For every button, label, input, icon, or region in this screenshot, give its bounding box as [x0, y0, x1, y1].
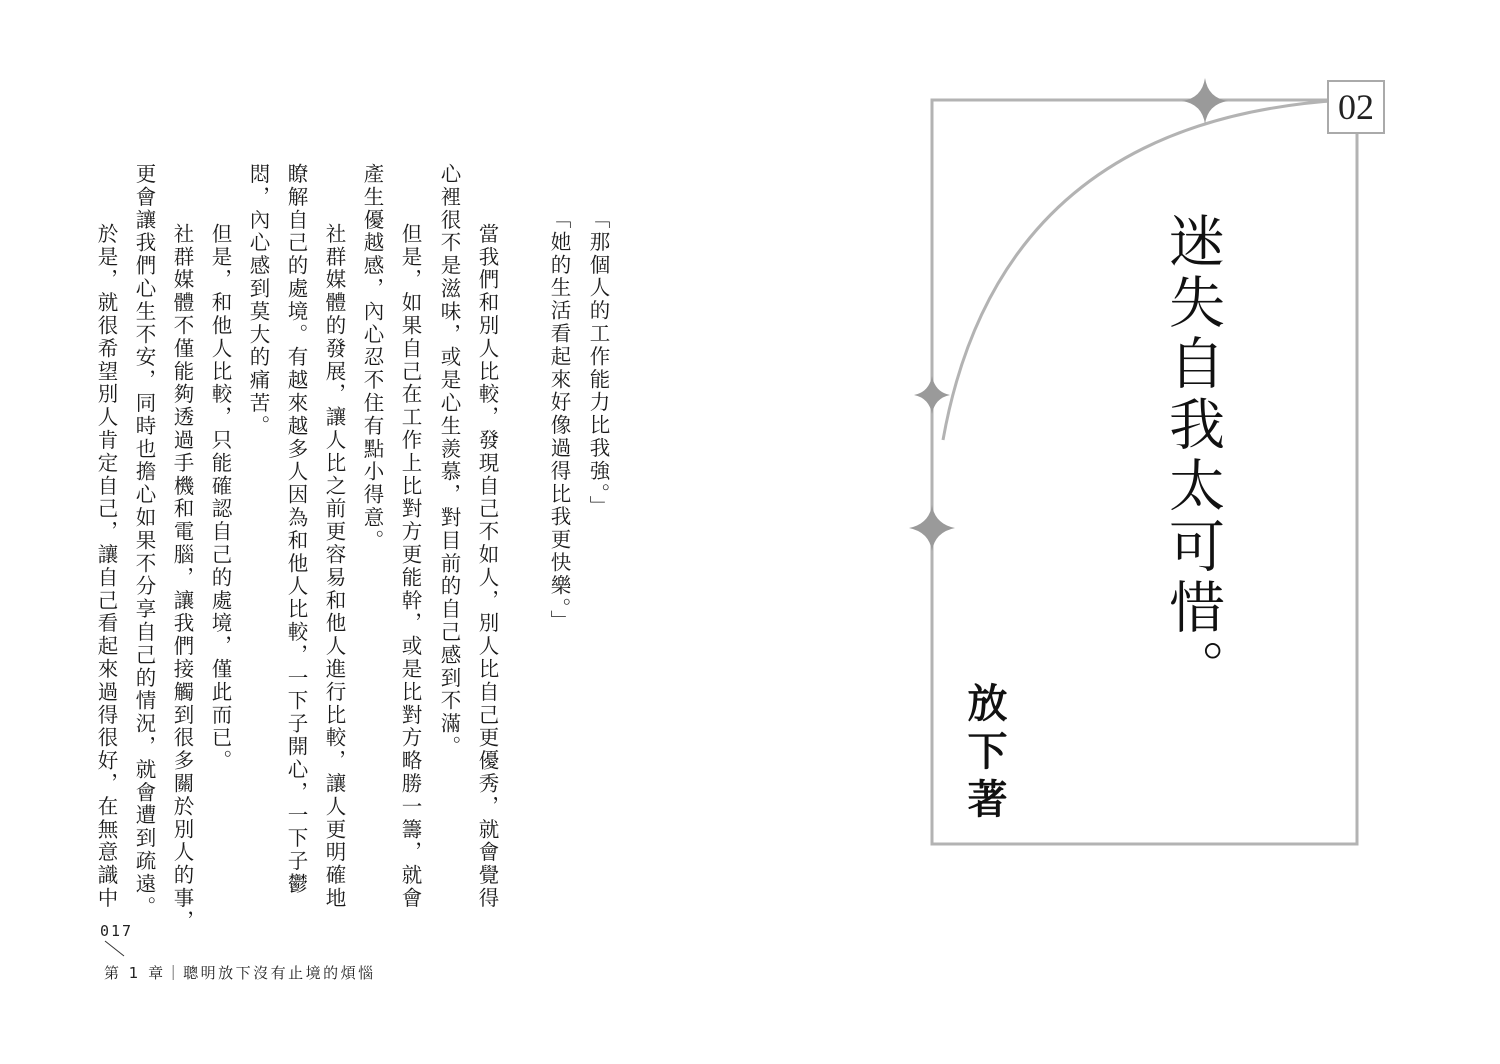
sparkle-icon [914, 376, 950, 414]
body-column-7: 悶，內心感到莫大的痛苦。 [246, 163, 270, 438]
quote-2: 「她的生活看起來好像過得比我更快樂。」 [547, 208, 571, 633]
body-column-10: 更會讓我們心生不安，同時也擔心如果不分享自己的情況，就會遭到疏遠。 [132, 163, 156, 919]
chapter-title: 迷失自我太可惜。 [1160, 212, 1225, 700]
chapter-stamp: 放下著 [961, 682, 1007, 826]
body-column-1: 當我們和別人比較，發現自己不如人，別人比自己更優秀，就會覺得 [475, 200, 499, 910]
body-column-6: 瞭解自己的處境。有越來越多人因為和他人比較，一下子開心，一下子鬱 [284, 163, 308, 896]
sparkle-icon [909, 505, 955, 551]
body-column-5: 社群媒體的發展，讓人比之前更容易和他人進行比較，讓人更明確地 [322, 200, 346, 910]
page-number: 017 [100, 922, 134, 940]
chapter-number: 02 [1327, 80, 1385, 134]
body-column-2: 心裡很不是滋味，或是心生羨慕，對目前的自己感到不滿。 [437, 163, 461, 759]
body-column-4: 產生優越感，內心忍不住有點小得意。 [360, 163, 384, 553]
body-column-9: 社群媒體不僅能夠透過手機和電腦，讓我們接觸到很多關於別人的事， [170, 200, 194, 933]
running-head: 第 1 章｜聰明放下沒有止境的煩惱 [104, 964, 376, 982]
frame-arc [943, 100, 1345, 440]
quote-1: 「那個人的工作能力比我強。」 [586, 208, 610, 519]
sparkle-icon [1182, 78, 1228, 124]
body-column-11: 於是，就很希望別人肯定自己，讓自己看起來過得很好，在無意識中 [94, 200, 118, 910]
body-column-3: 但是，如果自己在工作上比對方更能幹，或是比對方略勝一籌，就會 [398, 200, 422, 910]
body-column-8: 但是，和他人比較，只能確認自己的處境，僅此而已。 [208, 200, 232, 773]
